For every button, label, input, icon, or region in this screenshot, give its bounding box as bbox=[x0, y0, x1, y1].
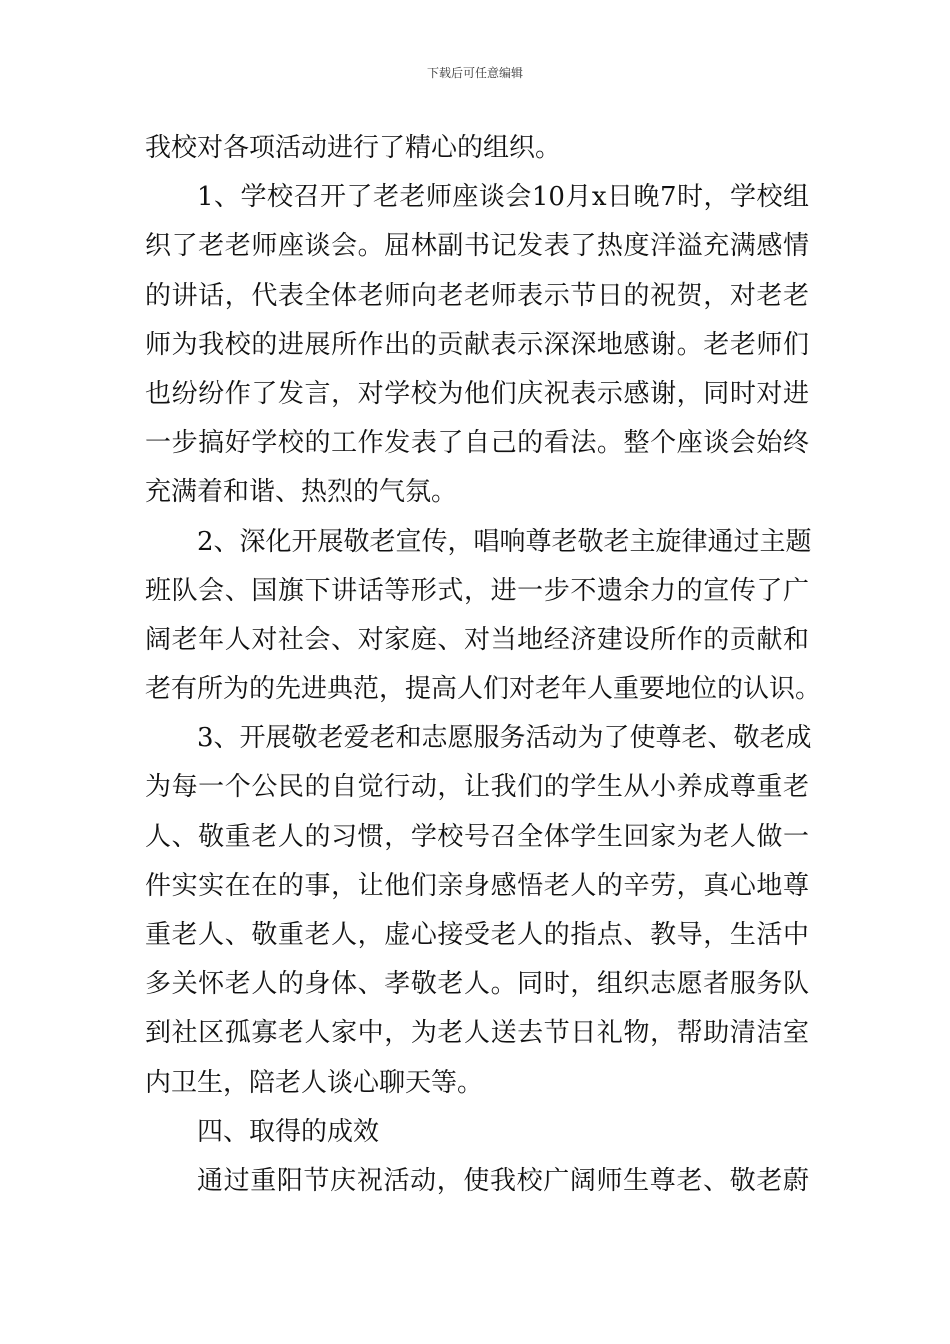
text-line: 班队会、国旗下讲话等形式，进一步不遗余力的宣传了广 bbox=[145, 575, 809, 606]
page-header: 下载后可任意编辑 bbox=[426, 66, 523, 80]
text-line: 1、学校召开了老老师座谈会10月x日晚7时，学校组 bbox=[197, 182, 809, 213]
text-line: 老有所为的先进典范，提高人们对老年人重要地位的认识。 bbox=[145, 674, 822, 705]
text-line: 2、深化开展敬老宣传，唱响尊老敬老主旋律通过主题 bbox=[197, 526, 812, 557]
text-line: 3、开展敬老爱老和志愿服务活动为了使尊老、敬老成 bbox=[197, 723, 812, 754]
section-heading: 四、取得的成效 bbox=[197, 1116, 380, 1147]
text-line: 人、敬重老人的习惯，学校号召全体学生回家为老人做一 bbox=[145, 821, 809, 852]
text-line: 的讲话，代表全体老师向老老师表示节日的祝贺，对老老 bbox=[145, 280, 809, 311]
text-line: 多关怀老人的身体、孝敬老人。同时，组织志愿者服务队 bbox=[145, 969, 809, 1000]
text-line: 我校对各项活动进行了精心的组织。 bbox=[145, 133, 562, 163]
text-line: 件实实在在的事，让他们亲身感悟老人的辛劳，真心地尊 bbox=[145, 870, 809, 901]
document-body bbox=[145, 128, 822, 1210]
text-line: 重老人、敬重老人，虚心接受老人的指点、教导，生活中 bbox=[145, 920, 809, 950]
text-line: 充满着和谐、热烈的气氛。 bbox=[145, 477, 458, 508]
text-line: 到社区孤寡老人家中，为老人送去节日礼物，帮助清洁室 bbox=[145, 1018, 809, 1049]
text-line: 一步搞好学校的工作发表了自己的看法。整个座谈会始终 bbox=[145, 428, 809, 459]
text-line: 为每一个公民的自觉行动，让我们的学生从小养成尊重老 bbox=[145, 772, 809, 803]
text-line: 阔老年人对社会、对家庭、对当地经济建设所作的贡献和 bbox=[145, 624, 809, 655]
text-line: 织了老老师座谈会。屈林副书记发表了热度洋溢充满感情 bbox=[145, 231, 809, 262]
text-line: 通过重阳节庆祝活动，使我校广阔师生尊老、敬老蔚 bbox=[197, 1165, 809, 1196]
text-line: 也纷纷作了发言，对学校为他们庆祝表示感谢，同时对进 bbox=[145, 378, 809, 409]
text-line: 内卫生，陪老人谈心聊天等。 bbox=[145, 1067, 484, 1098]
text-line: 师为我校的进展所作出的贡献表示深深地感谢。老老师们 bbox=[145, 329, 809, 360]
